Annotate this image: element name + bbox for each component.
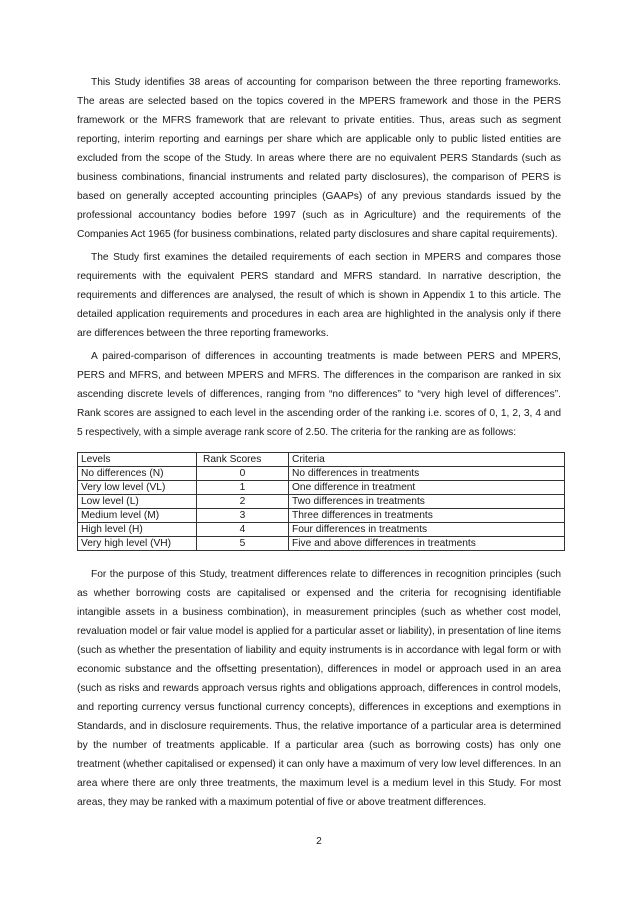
page-number: 2	[316, 836, 322, 847]
cell-score: 2	[197, 495, 289, 509]
table-row	[78, 481, 565, 495]
cell-criteria: Four differences in treatments	[289, 523, 565, 537]
cell-score: 0	[197, 467, 289, 481]
cell-level: Very low level (VL)	[78, 481, 197, 495]
header-levels: Levels	[78, 453, 197, 467]
table-row	[78, 523, 565, 537]
cell-score: 3	[197, 509, 289, 523]
header-criteria: Criteria	[289, 453, 565, 467]
cell-level: Very high level (VH)	[78, 537, 197, 551]
ranking-table	[77, 452, 565, 551]
paragraph-ranking: A paired-comparison of differences in accounting treatments is made between PERS and MPERS, PERS and MFRS, and between MPERS and MFRS. The differences in the comparison are ranked in six ascending discrete levels of differences, ranging from “no differences” to “very high level of differences”. Rank scores are assigned to each level in the ascending order of the ranking i.e. scores of 0, 1, 2, 3, 4 and 5 respectively, with a simple average rank score of 2.50. The criteria for the ranking are as follows:	[77, 351, 561, 438]
header-rank-scores: Rank Scores	[197, 453, 289, 467]
table-header-row	[78, 453, 565, 467]
cell-score: 5	[197, 537, 289, 551]
table-row	[78, 537, 565, 551]
cell-level: No differences (N)	[78, 467, 197, 481]
cell-level: High level (H)	[78, 523, 197, 537]
cell-score: 4	[197, 523, 289, 537]
table-row	[78, 509, 565, 523]
cell-criteria: Three differences in treatments	[289, 509, 565, 523]
table-row	[78, 467, 565, 481]
cell-criteria: No differences in treatments	[289, 467, 565, 481]
page-content	[77, 73, 561, 816]
paragraph-scope: This Study identifies 38 areas of accounting for comparison between the three reporting frameworks. The areas are selected based on the topics covered in the MPERS framework and those in the PERS framework or the MFRS framework that are relevant to private entities. Thus, areas such as segment reporting, interim reporting and earnings per share which are applicable only to public listed entities are excluded from the scope of the Study. In areas where there are no equivalent PERS Standards (such as business combinations, financial instruments and related party disclosures), the comparison of PERS is based on generally accepted accounting principles (GAAPs) of any previous standards issued by the professional accountancy bodies before 1997 (such as in Agriculture) and the requirements of the Companies Act 1965 (for business combinations, related party disclosures and share capital requirements).	[77, 77, 561, 240]
cell-criteria: Five and above differences in treatments	[289, 537, 565, 551]
cell-score: 1	[197, 481, 289, 495]
cell-level: Medium level (M)	[78, 509, 197, 523]
paragraph-method: The Study first examines the detailed requirements of each section in MPERS and compares those requirements with the equivalent PERS standard and MFRS standard. In narrative description, the requirements and differences are analysed, the result of which is shown in Appendix 1 to this article. The detailed application requirements and procedures in each area are highlighted in the analysis only if there are differences between the three reporting frameworks.	[77, 252, 561, 339]
paragraph-treatment-differences: For the purpose of this Study, treatment differences relate to differences in recognition principles (such as whether borrowing costs are capitalised or expensed and the criteria for recognising identifiable intangible assets in a business combination), in measurement principles (such as whether cost model, revaluation model or fair value model is applied for a particular asset or liability), in presentation of line items (such as whether the presentation of liability and equity instruments is in accordance with legal form or with economic substance and the offsetting presentation), differences in model or approach used in an area (such as risks and rewards approach versus rights and obligations approach, differences in control models, and reporting currency versus functional currency concepts), differences in exceptions and exemptions in Standards, and in disclosure requirements. Thus, the relative importance of a particular area is determined by the number of treatments applicable. If a particular area (such as borrowing costs) has only one treatment (whether capitalised or expensed) it can only have a maximum of very low level differences. In an area where there are only three treatments, the maximum level is a medium level in this Study. For most areas, they may be ranked with a maximum potential of five or above treatment differences.	[77, 569, 561, 808]
table-row	[78, 495, 565, 509]
cell-level: Low level (L)	[78, 495, 197, 509]
cell-criteria: Two differences in treatments	[289, 495, 565, 509]
cell-criteria: One difference in treatment	[289, 481, 565, 495]
